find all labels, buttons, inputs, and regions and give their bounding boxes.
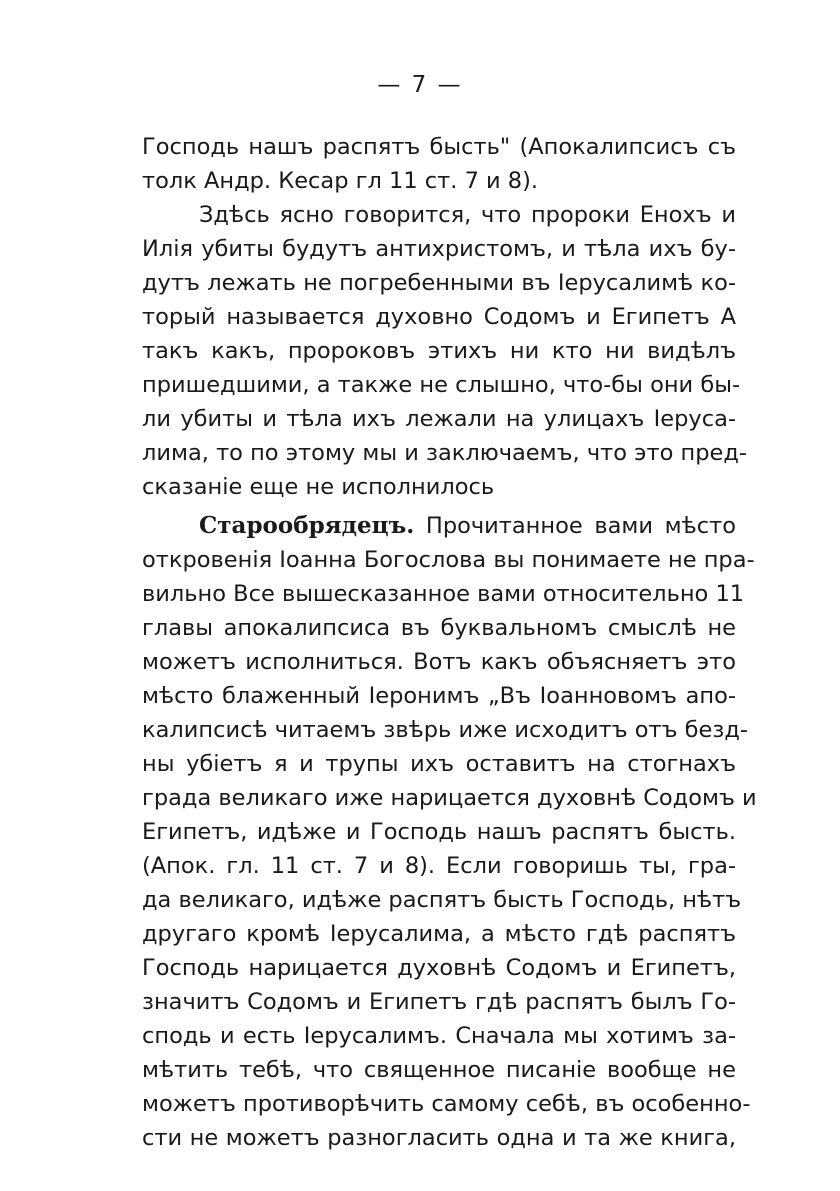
text-line: Здѣсь ясно говорится, что пророки Енохъ и: [199, 202, 736, 228]
text-line-speaker: [142, 509, 736, 543]
text-line: главы апокалипсиса въ буквальномъ смыслѣ не: [142, 615, 736, 641]
text-line: Илія убиты будутъ антихристомъ, и тѣла ихъ бу-: [142, 236, 736, 262]
text-line: такъ какъ, пророковъ этихъ ни кто ни видѣлъ: [142, 338, 736, 364]
text-line: сподь и есть Іерусалимъ. Сначала мы хотимъ за-: [142, 1023, 736, 1049]
text-line: Египетъ, идѣже и Господь нашъ распятъ бысть.: [142, 819, 736, 845]
text-line: вильно Все вышесказанное вами относительно 11: [142, 581, 745, 607]
text-line: мѣсто блаженный Іеронимъ „Въ Іоанновомъ апо-: [142, 683, 736, 709]
text-line: откровенія Іоанна Богослова вы понимаете не пра-: [142, 547, 755, 573]
text-line: толк Андр. Кесар гл 11 ст. 7 и 8).: [142, 168, 539, 194]
text-line: да великаго, идѣже распятъ бысть Господь, нѣтъ: [142, 887, 742, 913]
text-line: лима, то по этому мы и заключаемъ, что это пред-: [142, 440, 748, 466]
text-line: торый называется духовно Содомъ и Египетъ А: [142, 304, 736, 330]
text-line: можетъ исполниться. Вотъ какъ объясняетъ это: [142, 649, 736, 675]
text-line: дутъ лежать не погребенными въ Іерусалимѣ ко-: [142, 270, 736, 296]
text-line: ны убіетъ я и трупы ихъ оставитъ на стогнахъ: [142, 751, 736, 777]
text-line: другаго кромѣ Іерусалима, а мѣсто гдѣ распятъ: [142, 921, 736, 947]
text-line: можетъ противорѣчить самому себѣ, въ особенно-: [142, 1091, 751, 1117]
speaker-name: Старообрядецъ.: [199, 512, 415, 539]
text-line: сти не можетъ разногласить одна и та же книга,: [142, 1125, 736, 1151]
text-line: пришедшими, а также не слышно, что-бы они бы-: [142, 372, 741, 398]
text-fragment: Прочитанное вами мѣсто: [425, 513, 736, 539]
text-line: значитъ Содомъ и Египетъ гдѣ распятъ былъ Го-: [142, 989, 736, 1015]
text-line: сказаніе еще не исполнилось: [142, 474, 495, 500]
text-line: калипсисѣ читаемъ звѣрь иже исходитъ отъ безд-: [142, 717, 749, 743]
text-line: мѣтить тебѣ, что священное писаніе вообще не: [142, 1057, 736, 1083]
page-number: — 7 —: [377, 72, 463, 98]
text-line: Господь нарицается духовнѣ Содомъ и Египетъ,: [142, 955, 736, 981]
text-line: града великаго иже нарицается духовнѣ Содомъ и: [142, 785, 757, 811]
text-line: Господь нашъ распятъ бысть" (Апокалипсисъ съ: [142, 134, 736, 160]
text-line: (Апок. гл. 11 ст. 7 и 8). Если говоришь ты, гра-: [142, 853, 736, 879]
text-line: ли убиты и тѣла ихъ лежали на улицахъ Іеруса-: [142, 406, 736, 432]
